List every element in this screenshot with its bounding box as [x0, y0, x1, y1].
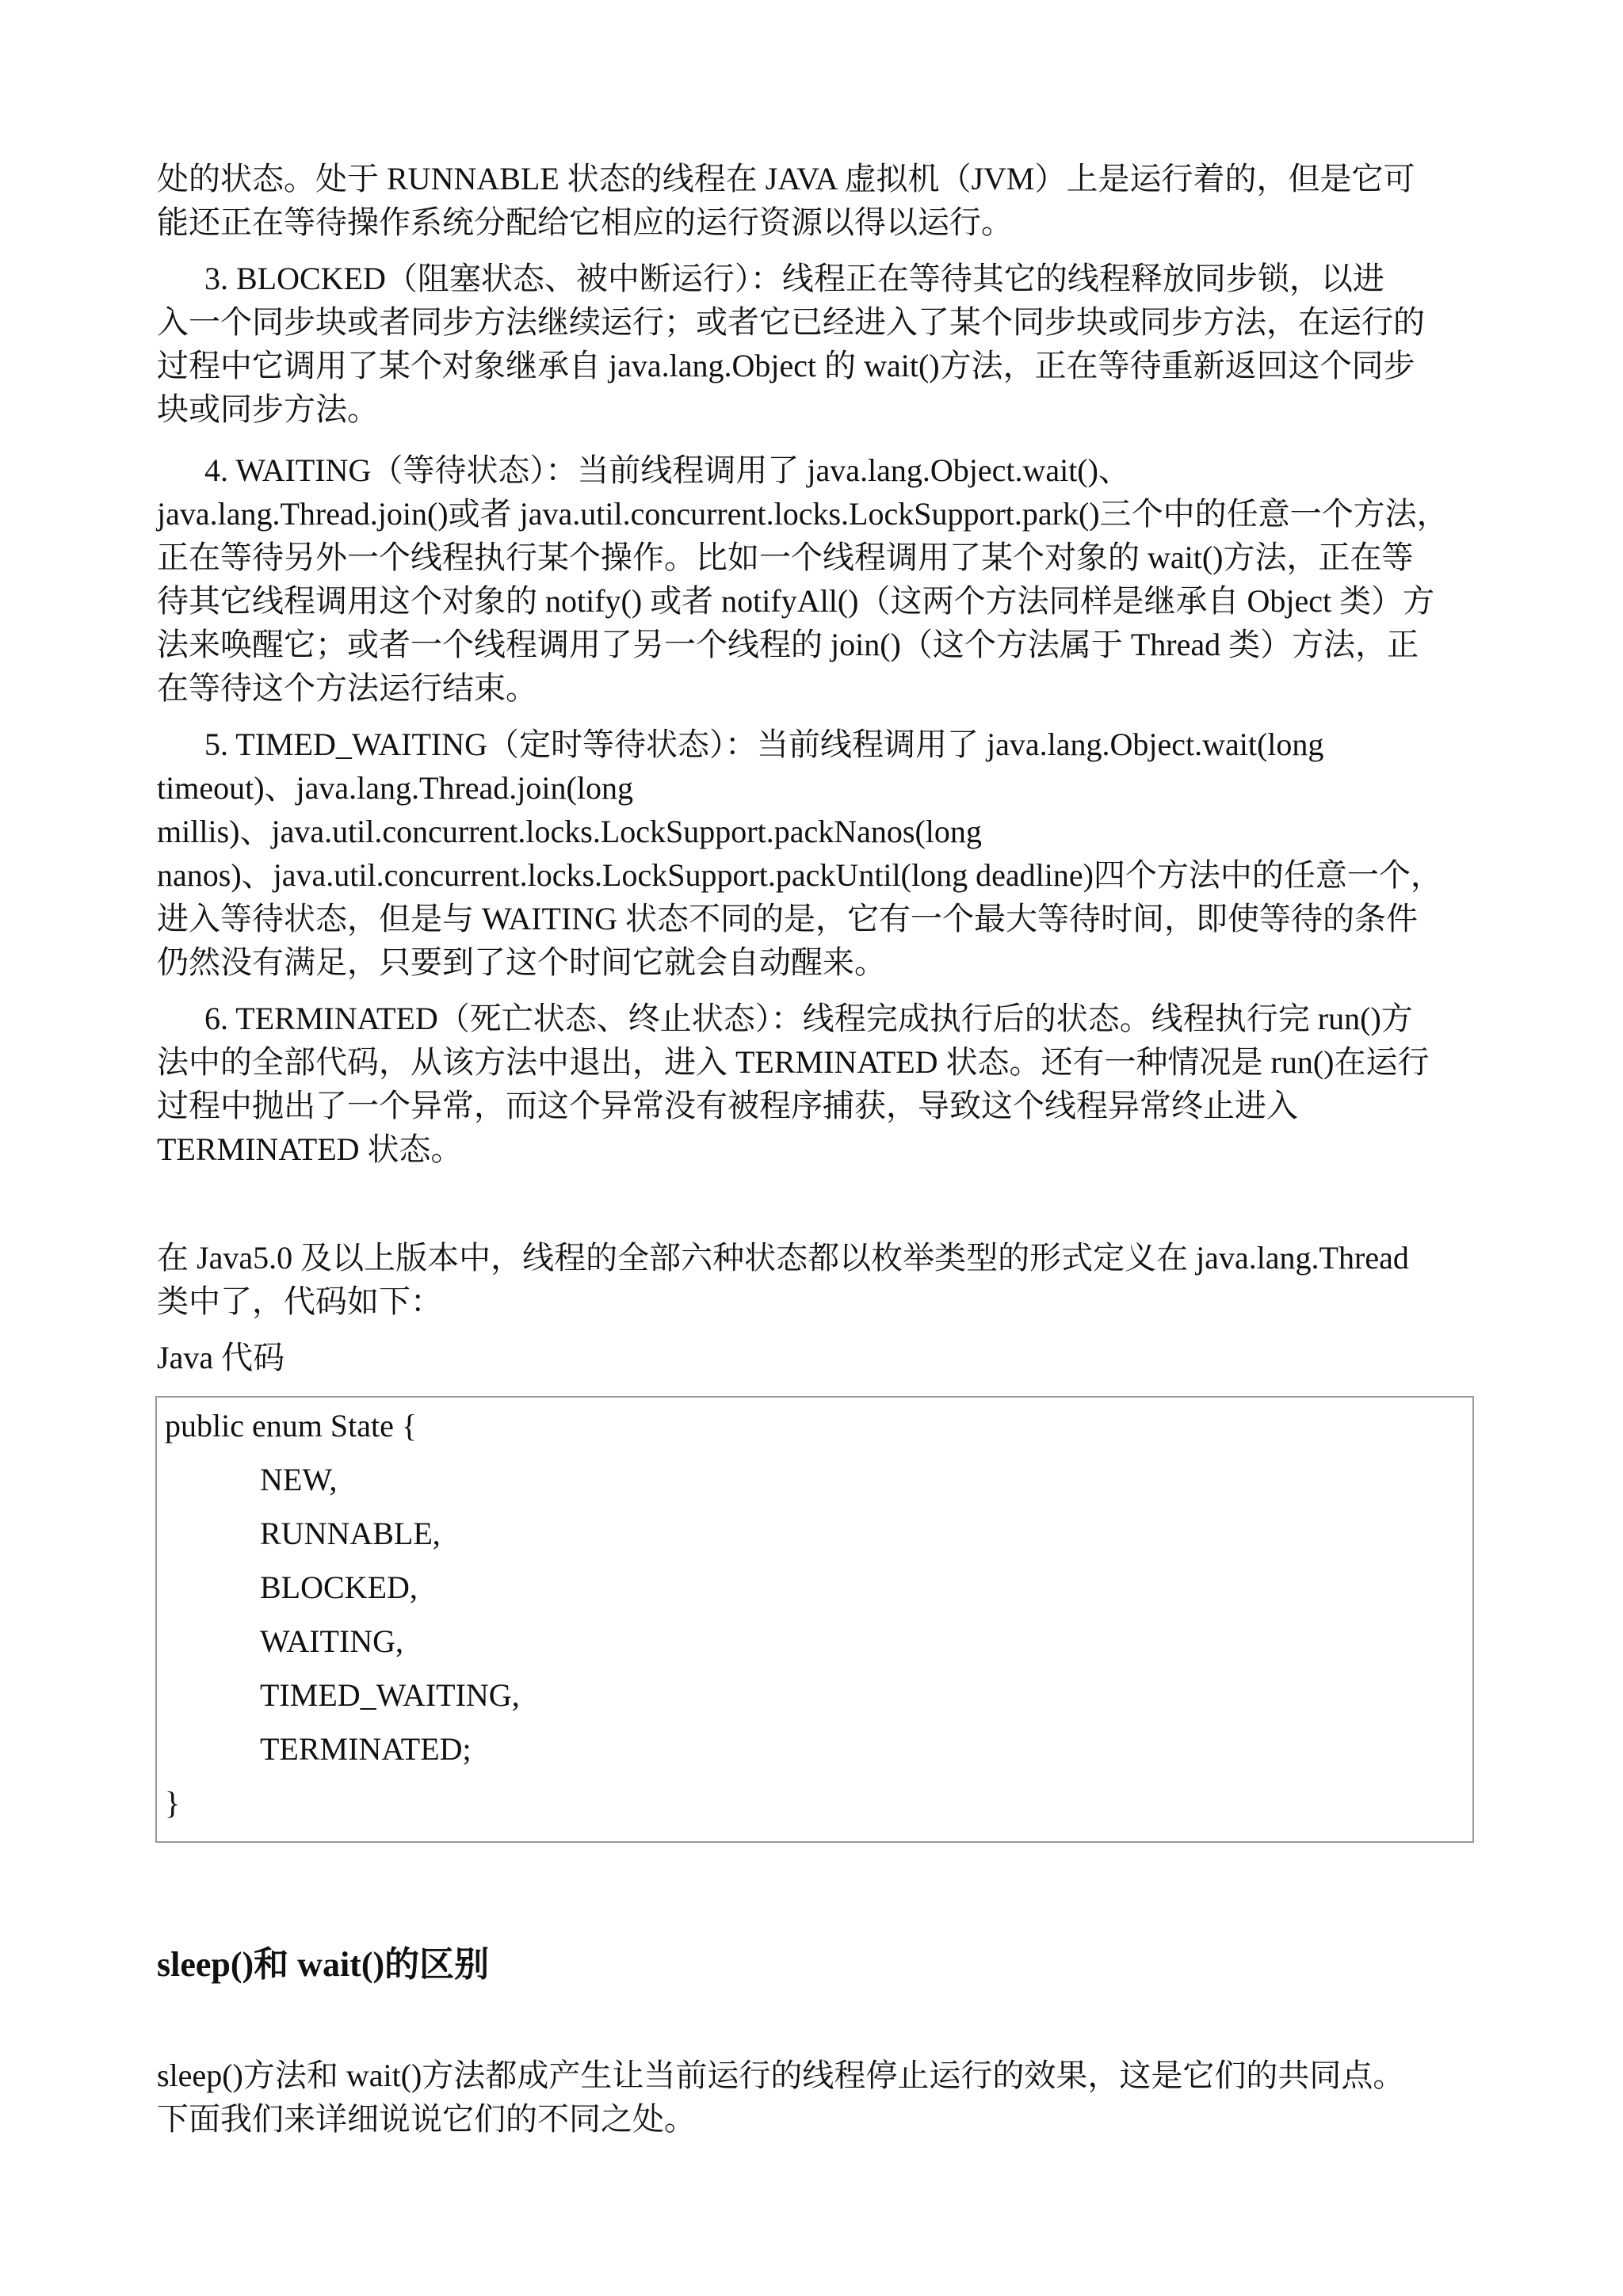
text-line: timeout)、java.lang.Thread.join(long [157, 770, 633, 806]
code-line: public enum State { [165, 1408, 418, 1444]
text-line: 6. TERMINATED（死亡状态、终止状态）：线程完成执行后的状态。线程执行完 run()方 [204, 1001, 1413, 1036]
code-line: WAITING, [260, 1623, 404, 1659]
text-line: nanos)、java.util.concurrent.locks.LockSupport.packUntil(long deadline)四个方法中的任意一个， [157, 857, 1442, 893]
paragraph-blocked [157, 257, 1472, 431]
text-line: 待其它线程调用这个对象的 notify() 或者 notifyAll()（这两个方法同样是继承自 Object 类）方 [157, 583, 1435, 619]
text-line: 处的状态。处于 RUNNABLE 状态的线程在 JAVA 虚拟机（JVM）上是运行着的，但是它可 [157, 161, 1415, 196]
paragraph-sleep-wait [157, 2054, 1472, 2141]
text-line: 进入等待状态，但是与 WAITING 状态不同的是，它有一个最大等待时间，即使等待的条件 [157, 901, 1419, 936]
text-line: 法来唤醒它；或者一个线程调用了另一个线程的 join()（这个方法属于 Thread 类）方法，正 [157, 627, 1419, 662]
text-line: 正在等待另外一个线程执行某个操作。比如一个线程调用了某个对象的 wait()方法，正在等 [157, 540, 1414, 575]
code-caption: Java 代码 [157, 1340, 285, 1375]
code-line: RUNNABLE, [260, 1516, 441, 1551]
text-line: 仍然没有满足，只要到了这个时间它就会自动醒来。 [157, 944, 886, 980]
text-line: 法中的全部代码，从该方法中退出，进入 TERMINATED 状态。还有一种情况是 run()在运行 [157, 1044, 1430, 1080]
paragraph-timed-waiting [157, 723, 1472, 984]
text-line: millis)、java.util.concurrent.locks.LockSupport.packNanos(long [157, 814, 982, 849]
text-line: 5. TIMED_WAITING（定时等待状态）：当前线程调用了 java.lang.Object.wait(long [204, 727, 1324, 762]
code-line: } [165, 1785, 181, 1821]
text-line: 能还正在等待操作系统分配给它相应的运行资源以得以运行。 [157, 204, 1013, 240]
text-line: 下面我们来详细说说它们的不同之处。 [157, 2101, 696, 2137]
text-line: 4. WAITING（等待状态）：当前线程调用了 java.lang.Object.wait()、 [204, 452, 1130, 488]
text-line: 入一个同步块或者同步方法继续运行；或者它已经进入了某个同步块或同步方法，在运行的 [157, 304, 1425, 340]
code-line: TIMED_WAITING, [260, 1677, 520, 1713]
code-line: BLOCKED, [260, 1569, 418, 1605]
paragraph-waiting [157, 448, 1472, 710]
code-block [155, 1396, 1474, 1843]
paragraph-terminated [157, 997, 1472, 1171]
code-line: TERMINATED; [260, 1731, 472, 1767]
text-line: 在等待这个方法运行结束。 [157, 670, 537, 706]
text-line: 过程中它调用了某个对象继承自 java.lang.Object 的 wait()方法，正在等待重新返回这个同步 [157, 348, 1415, 383]
code-line: NEW, [260, 1462, 338, 1497]
paragraph-runnable [157, 157, 1472, 244]
section-heading: sleep()和 wait()的区别 [157, 1945, 490, 1984]
text-line: 过程中抛出了一个异常，而这个异常没有被程序捕获，导致这个线程异常终止进入 [157, 1088, 1298, 1123]
text-line: 块或同步方法。 [157, 391, 379, 427]
text-line: sleep()方法和 wait()方法都成产生让当前运行的线程停止运行的效果，这是它们的共同点。 [157, 2058, 1405, 2093]
text-line: 类中了，代码如下： [157, 1283, 442, 1319]
text-line: 3. BLOCKED（阻塞状态、被中断运行）：线程正在等待其它的线程释放同步锁，以进 [204, 261, 1384, 296]
text-line: java.lang.Thread.join()或者 java.util.concurrent.locks.LockSupport.park()三个中的任意一个方法， [157, 496, 1449, 532]
paragraph-java5 [157, 1236, 1472, 1323]
text-line: TERMINATED 状态。 [157, 1131, 463, 1167]
text-line: 在 Java5.0 及以上版本中，线程的全部六种状态都以枚举类型的形式定义在 java.lang.Thread [157, 1240, 1409, 1276]
